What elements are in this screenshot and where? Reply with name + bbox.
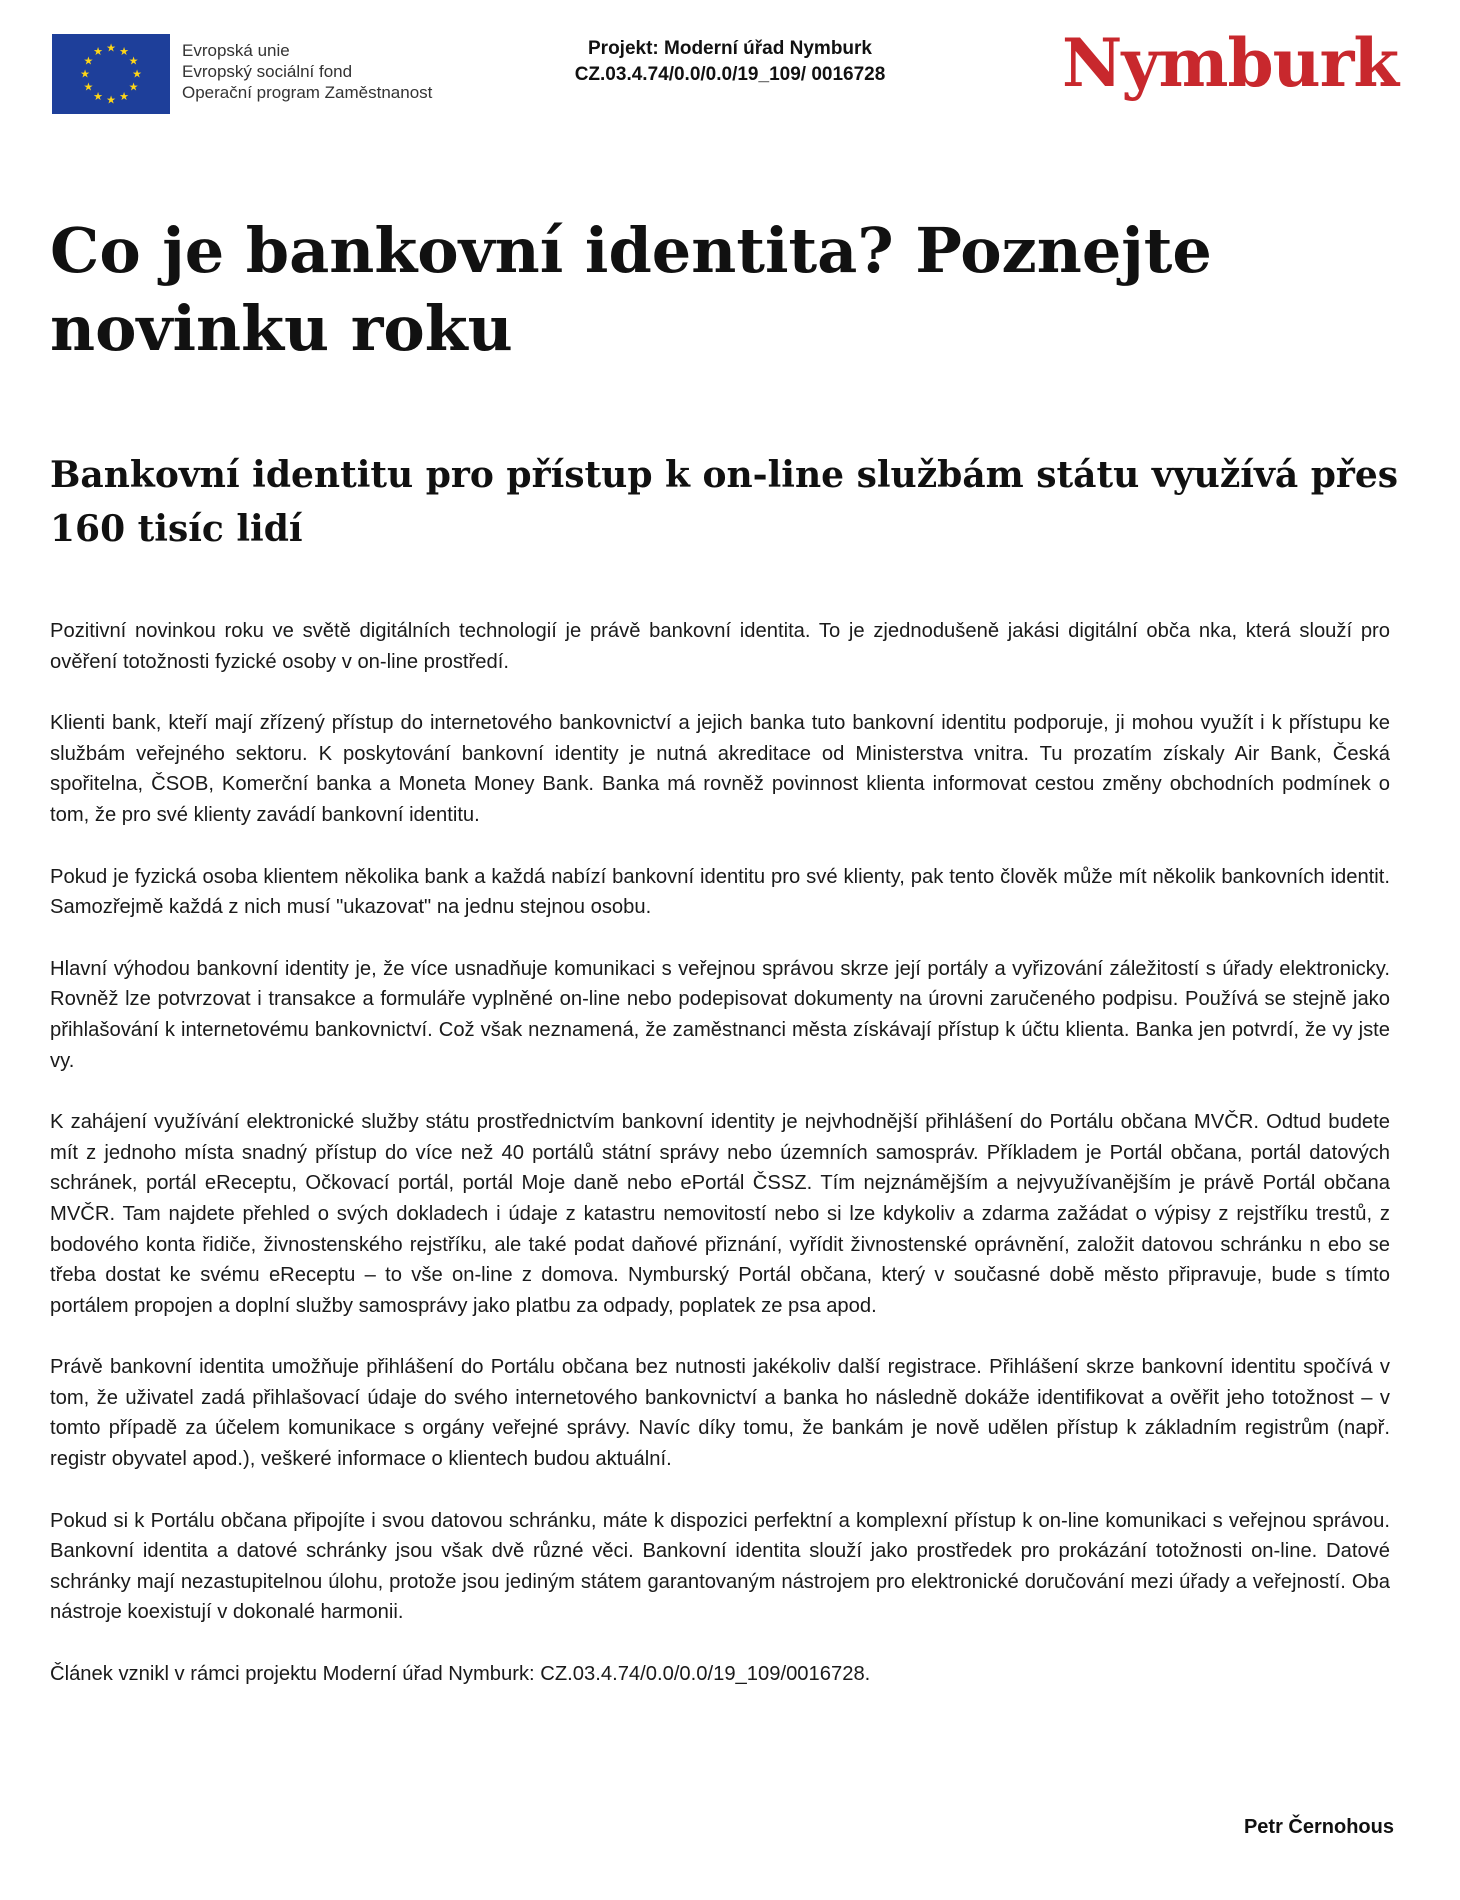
eu-star-icon: ★ bbox=[80, 68, 90, 81]
eu-star-icon: ★ bbox=[128, 81, 139, 94]
article-title: Co je bankovní identita? Poznejte novinku roku bbox=[50, 214, 1212, 365]
article-author: Petr Černohous bbox=[1243, 1816, 1394, 1838]
article-body bbox=[50, 616, 1390, 1721]
paragraph-advantages: Hlavní výhodou bankovní identity je, že více usnadňuje komunikaci s veřejnou správou skrze její portály a vyřizování záležitostí s úřady elektronicky. Rovněž lze potvrzovat i transakce a formuláře vyplněné on-line nebo podepisovat dokumenty na úrovni zaručeného podpisu. Používá se stejně jako přihlašování k internetovému bankovnictví. Což však neznamená, že zaměstnanci města získávají přístup k účtu klienta. Banka jen potvrdí, že vy jste vy. bbox=[50, 957, 1390, 1072]
eu-line-fund: Evropský sociální fond bbox=[182, 62, 353, 81]
eu-star-icon: ★ bbox=[128, 55, 139, 68]
eu-star-icon: ★ bbox=[132, 68, 142, 81]
eu-line-union: Evropská unie bbox=[182, 41, 290, 60]
paragraph-banks: Klienti bank, kteří mají zřízený přístup do internetového bankovnictví a jejich banka tuto bankovní identitu podporuje, ji mohou využít i k přístupu ke službám veřejného sektoru. K poskytování bankovní identity je nutná akreditace od Ministerstva vnitra. Tu prozatím získaly Air Bank, Česká spořitelna, ČSOB, Komerční banka a Moneta Money Bank. Banka má rovněž povinnost klienta informovat cestou změny obchodních podmínek o tom, že pro své klienty zavádí bankovní identitu. bbox=[50, 712, 1390, 826]
paragraph-multiple-identities: Pokud je fyzická osoba klientem několika bank a každá nabízí bankovní identitu pro své klienty, pak tento člověk může mít několik bankovních identit. Samozřejmě každá z nich musí "ukazovat" na jednu stejnou osobu. bbox=[50, 865, 1390, 919]
eu-star-icon: ★ bbox=[119, 45, 129, 58]
paragraph-data-box: Pokud si k Portálu občana připojíte i svou datovou schránku, máte k dispozici perfektní a komplexní přístup k on-line komunikaci s veřejnou správou. Bankovní identita a datové schránky jsou však dvě různé věci. Bankovní identita slouží jako prostředek pro prokázání totožnosti on-line. Datové schránky mají nezastupitelnou úlohu, protože jsou jediným státem garantovaným nástrojem pro elektronické doručování mezi úřady a veřejností. Oba nástroje koexistují v dokonalé harmonii. bbox=[50, 1509, 1390, 1624]
eu-star-icon: ★ bbox=[106, 94, 116, 107]
eu-star-icon: ★ bbox=[83, 81, 94, 94]
eu-star-icon: ★ bbox=[106, 42, 116, 55]
eu-star-icon: ★ bbox=[83, 55, 94, 68]
page-header bbox=[0, 0, 1460, 150]
eu-star-icon: ★ bbox=[119, 91, 129, 104]
project-code: CZ.03.4.74/0.0/0.0/19_109/ 0016728 bbox=[574, 64, 886, 85]
article-subtitle: Bankovní identitu pro přístup k on-line službám státu využívá přes 160 tisíc lidí bbox=[50, 454, 1399, 550]
paragraph-footnote: Článek vznikl v rámci projektu Moderní úřad Nymburk: CZ.03.4.74/0.0/0.0/19_109/0016728. bbox=[50, 1663, 871, 1686]
project-label: Projekt: Moderní úřad Nymburk bbox=[588, 38, 872, 59]
eu-line-programme: Operační program Zaměstnanost bbox=[182, 83, 433, 102]
eu-star-icon: ★ bbox=[93, 91, 103, 104]
eu-star-icon: ★ bbox=[93, 45, 103, 58]
paragraph-intro: Pozitivní novinkou roku ve světě digitálních technologií je právě bankovní identita. To je zjednodušeně jakási digitální obča nka, která slouží pro ověření totožnosti fyzické osoby v on-line prostředí. bbox=[50, 620, 1390, 673]
paragraph-portal: K zahájení využívání elektronické služby státu prostřednictvím bankovní identity je nejvhodnější přihlášení do Portálu občana MVČR. Odtud budete mít z jednoho místa snadný přístup do více než 40 portálů státní správy nebo územních samospráv. Příkladem je Portál občana, portál datových schránek, portál eReceptu, Očkovací portál, portál Moje daně nebo ePortál ČSSZ. Tím nejznámějším a nejvyužívanějším je právě Portál občana MVČR. Tam najdete přehled o svých dokladech i údaje z katastru nemovitostí nebo si lze kdykoliv a zdarma zažádat o výpisy z rejstříku trestů, z bodového konta řidiče, živnostenského rejstříku, ale také podat daňové přiznání, vyřídit živnostenské oprávnění, založit datovou schránku n ebo se třeba dostat ke svému eReceptu – to vše on-line z domova. Nymburský Portál občana, který v současné době město připravuje, bude s tímto portálem propojen a doplní služby samosprávy jako platbu za odpady, poplatek ze psa apod. bbox=[50, 1111, 1390, 1317]
nymburk-logo: Nymburk bbox=[1062, 24, 1399, 102]
paragraph-login: Právě bankovní identita umožňuje přihlášení do Portálu občana bez nutnosti jakékoliv další registrace. Přihlášení skrze bankovní identitu spočívá v tom, že uživatel zadá přihlašovací údaje do svého internetového bankovnictví a banka ho následně dokáže identifikovat a ověřit jeho totožnost – v tomto případě za účelem komunikace s orgány veřejné správy. Navíc díky tomu, že bankám je nově udělen přístup k základním registrům (např. registr obyvatel apod.), veškeré informace o klientech budou aktuální. bbox=[50, 1356, 1390, 1471]
